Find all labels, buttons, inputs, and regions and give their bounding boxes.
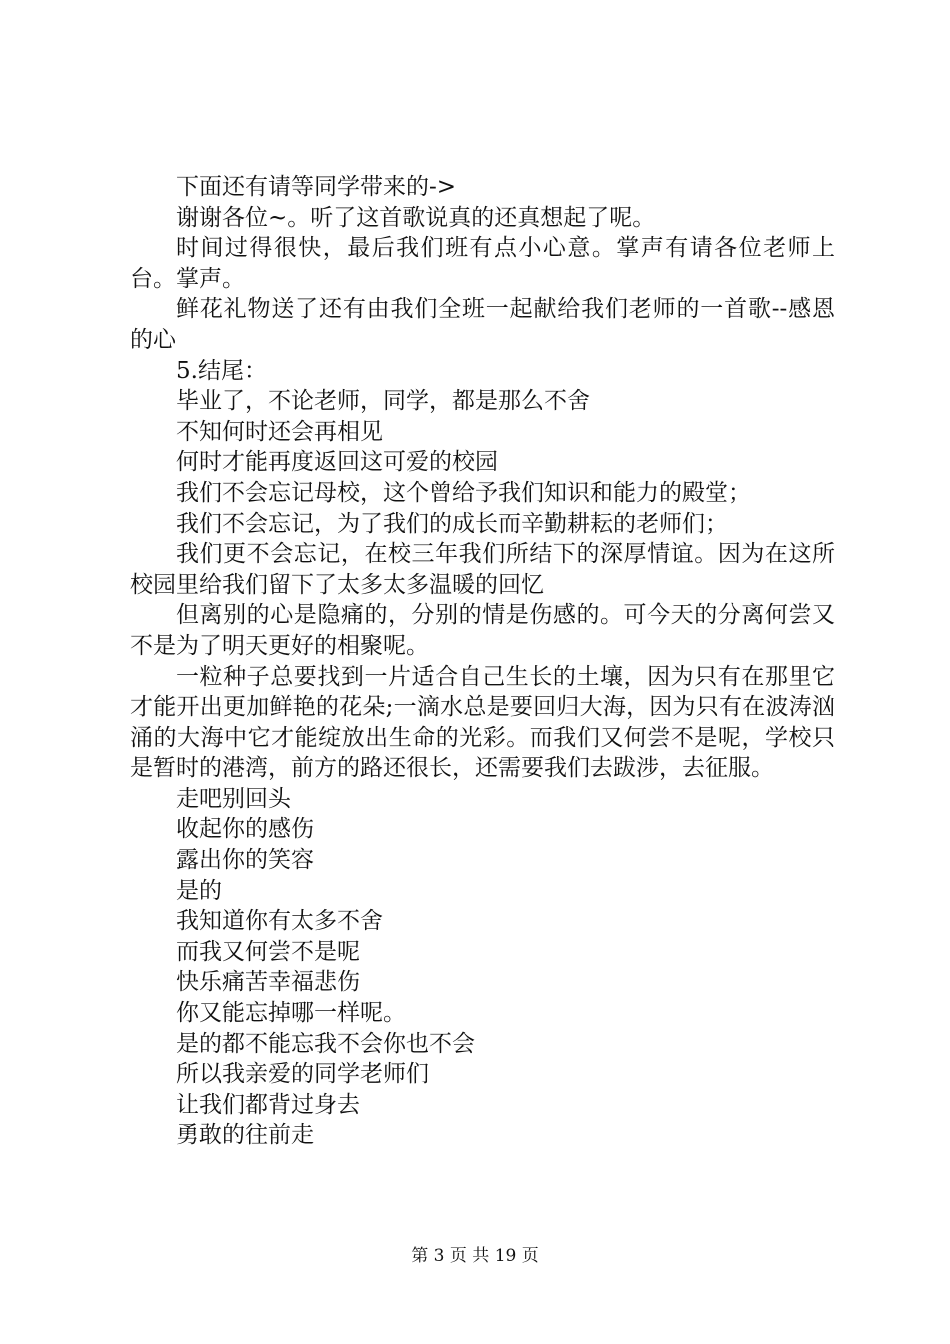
paragraph: 我们更不会忘记，在校三年我们所结下的深厚情谊。因为在这所校园里给我们留下了太多太多温暖的回忆: [130, 541, 835, 598]
poem-line: 露出你的笑容: [176, 847, 314, 874]
paragraph: 我们不会忘记母校，这个曾给予我们知识和能力的殿堂；: [176, 479, 751, 506]
paragraph: 谢谢各位~。听了这首歌说真的还真想起了呢。: [176, 204, 656, 231]
poem-line: 是的都不能忘我不会你也不会: [176, 1030, 475, 1057]
poem-line: 而我又何尝不是呢: [176, 938, 360, 965]
section-heading: 5.结尾：: [176, 357, 267, 384]
paragraph: 下面还有请等同学带来的->: [176, 174, 457, 200]
paragraph: 时间过得很快，最后我们班有点小心意。掌声有请各位老师上台。掌声。: [130, 235, 835, 292]
poem-line: 让我们都背过身去: [176, 1091, 360, 1118]
paragraph: 毕业了，不论老师，同学，都是那么不舍: [176, 388, 590, 415]
paragraph: 何时才能再度返回这可爱的校园: [176, 449, 498, 476]
paragraph: 我们不会忘记，为了我们的成长而辛勤耕耘的老师们；: [176, 510, 728, 537]
paragraph: 不知何时还会再相见: [176, 418, 383, 445]
poem-line: 所以我亲爱的同学老师们: [176, 1061, 429, 1088]
poem-line: 收起你的感伤: [176, 816, 314, 843]
poem-line: 快乐痛苦幸福悲伤: [176, 969, 360, 996]
paragraph: 但离别的心是隐痛的，分别的情是伤感的。可今天的分离何尝又不是为了明天更好的相聚呢。: [130, 602, 835, 659]
paragraph: 鲜花礼物送了还有由我们全班一起献给我们老师的一首歌--感恩的心: [130, 296, 835, 353]
poem-line: 你又能忘掉哪一样呢。: [176, 1000, 406, 1027]
page-number-footer: 第 3 页 共 19 页: [411, 1246, 539, 1266]
poem-line: 是的: [176, 877, 222, 904]
poem-line: 勇敢的往前走: [176, 1122, 314, 1149]
paragraph: 一粒种子总要找到一片适合自己生长的土壤，因为只有在那里它才能开出更加鲜艳的花朵;一滴水总是要回归大海，因为只有在波涛汹涌的大海中它才能绽放出生命的光彩。而我们又何尝不是呢，学校只是暂时的港湾，前方的路还很长，还需要我们去跋涉，去征服。: [130, 663, 835, 782]
document-body: [130, 172, 835, 1151]
poem-line: 我知道你有太多不舍: [176, 908, 383, 935]
poem-line: 走吧别回头: [176, 785, 291, 812]
